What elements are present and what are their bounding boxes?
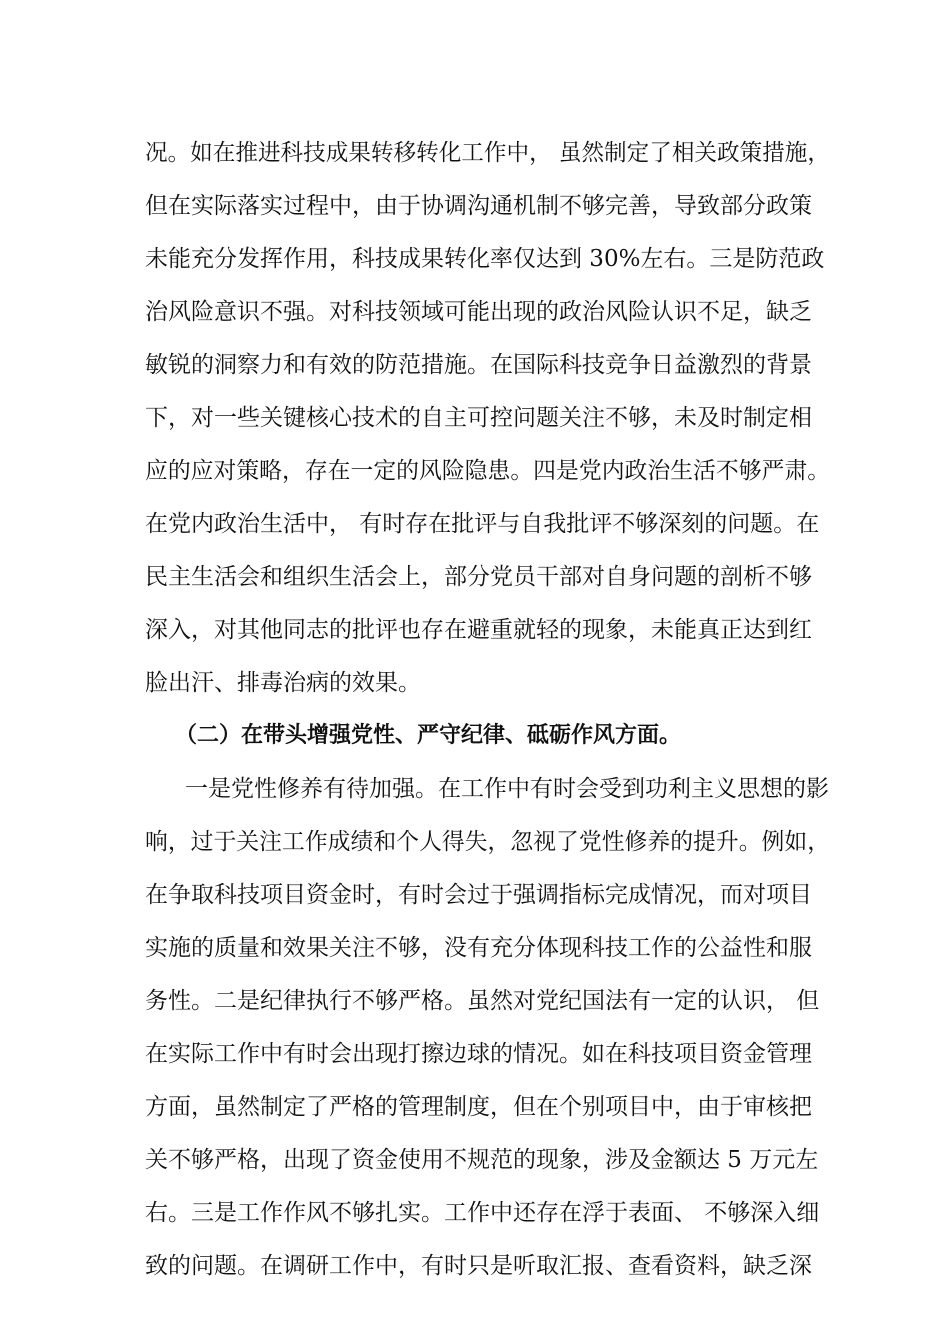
paragraph-line: 在实际工作中有时会出现打擦边球的情况。如在科技项目资金管理: [145, 1041, 812, 1067]
paragraph-line: 在争取科技项目资金时，有时会过于强调指标完成情况，而对项目: [145, 882, 812, 908]
paragraph-line: 关不够严格，出现了资金使用不规范的现象，涉及金额达 5 万元左: [145, 1147, 819, 1173]
paragraph-line: 一是党性修养有待加强。在工作中有时会受到功利主义思想的影: [185, 776, 829, 802]
paragraph-line: 民主生活会和组织生活会上，部分党员干部对自身问题的剖析不够: [145, 564, 812, 590]
section-heading: （二）在带头增强党性、严守纪律、砥砺作风方面。: [175, 723, 682, 748]
paragraph-line: 务性。二是纪律执行不够严格。虽然对党纪国法有一定的认识， 但: [145, 988, 820, 1014]
paragraph-line: 况。如在推进科技成果转移转化工作中， 虽然制定了相关政策措施，: [145, 140, 830, 166]
paragraph-line: 但在实际落实过程中，由于协调沟通机制不够完善，导致部分政策: [145, 193, 812, 219]
paragraph-line: 敏锐的洞察力和有效的防范措施。在国际科技竞争日益激烈的背景: [145, 352, 812, 378]
paragraph-line: 深入，对其他同志的批评也存在避重就轻的现象，未能真正达到红: [145, 617, 812, 643]
paragraph-line: 在党内政治生活中， 有时存在批评与自我批评不够深刻的问题。在: [145, 511, 820, 537]
paragraph-line: 右。三是工作作风不够扎实。工作中还存在浮于表面、 不够深入细: [145, 1200, 820, 1226]
paragraph-line: 响，过于关注工作成绩和个人得失，忽视了党性修养的提升。例如，: [145, 829, 831, 855]
paragraph-line: 治风险意识不强。对科技领域可能出现的政治风险认识不足，缺乏: [145, 299, 812, 325]
paragraph-line: 方面，虽然制定了严格的管理制度，但在个别项目中，由于审核把: [145, 1094, 812, 1120]
paragraph-line: 未能充分发挥作用，科技成果转化率仅达到 30%左右。三是防范政: [145, 246, 825, 272]
paragraph-line: 实施的质量和效果关注不够，没有充分体现科技工作的公益性和服: [145, 935, 812, 961]
paragraph-line: 下，对一些关键核心技术的自主可控问题关注不够，未及时制定相: [145, 405, 812, 431]
paragraph-line: 应的应对策略，存在一定的风险隐患。四是党内政治生活不够严肃。: [145, 458, 831, 484]
paragraph-line: 脸出汗、排毒治病的效果。: [145, 670, 421, 696]
paragraph-line: 致的问题。在调研工作中，有时只是听取汇报、查看资料，缺乏深: [145, 1253, 812, 1279]
